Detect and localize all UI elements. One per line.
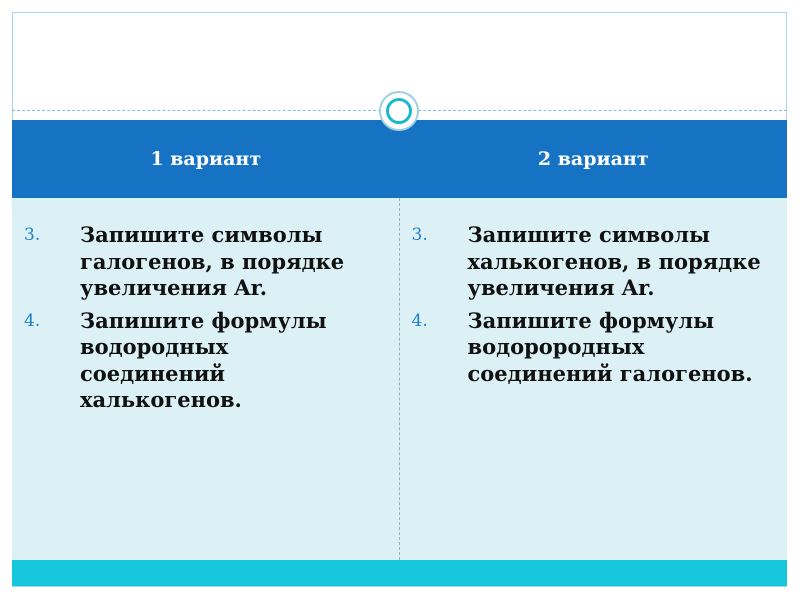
table-header-row bbox=[12, 120, 787, 198]
item-text: Запишите формулы водородных соединений халькогенов. bbox=[80, 307, 327, 412]
item-number: 4. bbox=[411, 310, 428, 331]
circle-ornament-inner bbox=[386, 98, 412, 124]
list-item bbox=[24, 308, 400, 414]
item-number: 3. bbox=[24, 225, 41, 245]
bottom-accent-bar bbox=[12, 560, 787, 586]
item-number: 4. bbox=[24, 310, 41, 331]
list-item bbox=[24, 222, 400, 302]
item-number: 3. bbox=[411, 225, 428, 245]
header-variant-1: 1 вариант bbox=[150, 148, 262, 170]
list-item bbox=[412, 308, 788, 388]
variant-1-column bbox=[12, 198, 400, 560]
item-text: Запишите формулы водорородных соединений галогенов. bbox=[467, 307, 753, 386]
item-text: Запишите символы халькогенов, в порядке увеличения Ar. bbox=[467, 222, 761, 300]
header-variant-2: 2 вариант bbox=[537, 148, 649, 170]
item-text: Запишите символы галогенов, в порядке увеличения Ar. bbox=[80, 222, 345, 300]
circle-ornament-icon bbox=[379, 91, 419, 131]
variant-2-column bbox=[400, 198, 788, 560]
list-item bbox=[412, 222, 788, 302]
column-divider bbox=[399, 198, 400, 560]
